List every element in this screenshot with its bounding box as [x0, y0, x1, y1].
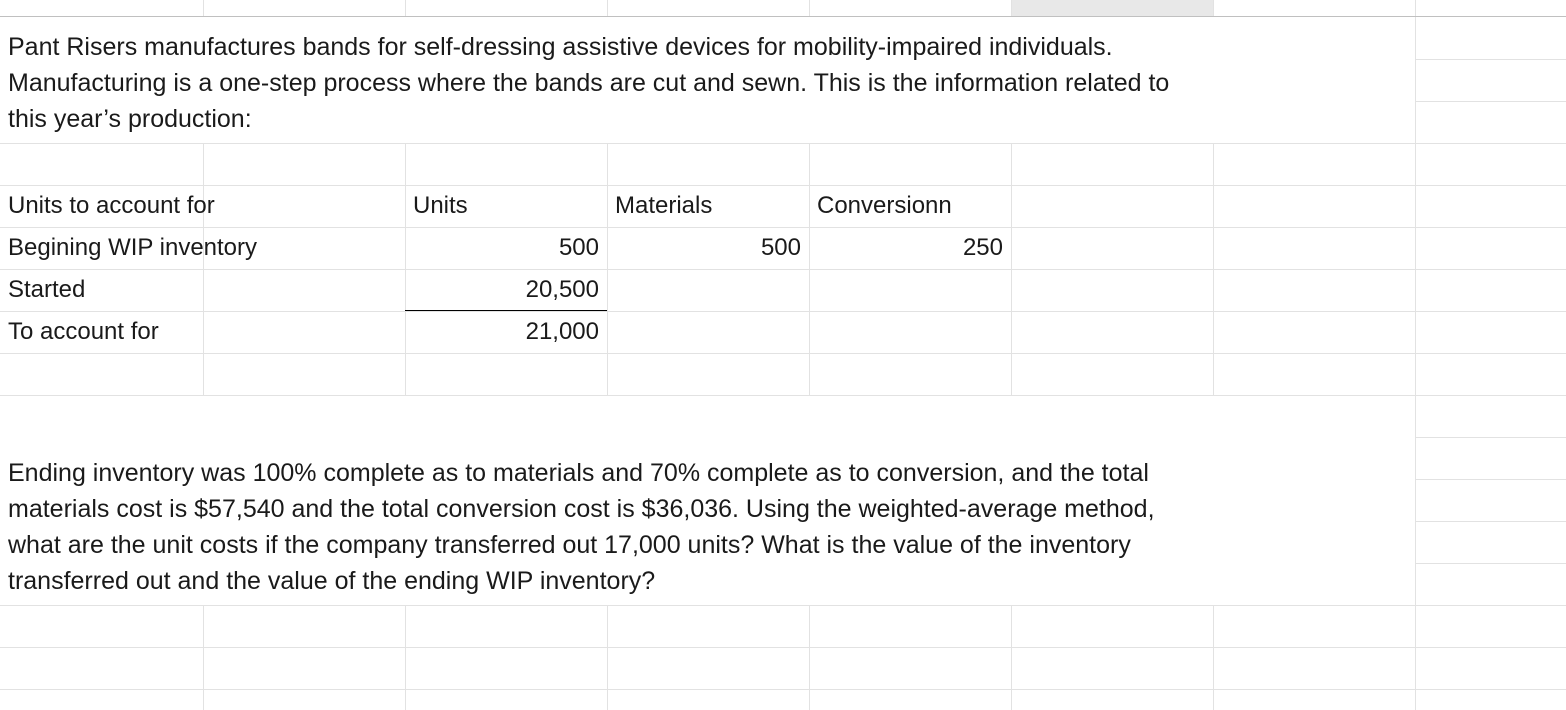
- header-units-to-account-for[interactable]: Units to account for: [8, 192, 215, 219]
- column-header-separator: [203, 0, 204, 16]
- selected-column-header[interactable]: [1012, 0, 1213, 16]
- column-header-separator: [607, 0, 608, 16]
- column-header-separator: [809, 0, 810, 16]
- column-gridline: [405, 605, 406, 710]
- column-header-separator: [1011, 0, 1012, 16]
- column-header-separator: [405, 0, 406, 16]
- row-gridline: [0, 605, 1566, 606]
- header-conversion[interactable]: Conversionn: [817, 192, 952, 219]
- row-label[interactable]: To account for: [8, 318, 159, 345]
- column-header-divider: [0, 16, 1566, 17]
- question-line: materials cost is $57,540 and the total conversion cost is $36,036. Using the weighted-average method,: [8, 495, 1155, 523]
- row-gridline: [0, 647, 1566, 648]
- row-gridline: [0, 143, 1566, 144]
- header-materials[interactable]: Materials: [615, 192, 713, 219]
- intro-line: Manufacturing is a one-step process where the bands are cut and sewn. This is the information related to: [8, 69, 1170, 97]
- column-gridline: [1415, 17, 1416, 605]
- row-gridline: [0, 689, 1566, 690]
- row-gridline: [0, 311, 1566, 312]
- row-gridline: [1415, 437, 1566, 438]
- header-units[interactable]: Units: [413, 192, 468, 219]
- column-gridline: [1213, 605, 1214, 710]
- row-units[interactable]: 21,000: [525, 318, 599, 345]
- row-gridline: [0, 395, 1566, 396]
- row-gridline: [1415, 479, 1566, 480]
- row-gridline: [0, 269, 1566, 270]
- row-label[interactable]: Begining WIP inventory: [8, 234, 258, 261]
- row-units[interactable]: 500: [558, 234, 599, 261]
- row-units[interactable]: 20,500: [525, 276, 599, 303]
- column-gridline: [1415, 605, 1416, 710]
- column-gridline: [809, 605, 810, 710]
- row-gridline: [1415, 521, 1566, 522]
- row-label[interactable]: Started: [8, 276, 86, 303]
- column-gridline: [203, 605, 204, 710]
- column-gridline: [1011, 143, 1012, 395]
- row-gridline: [0, 353, 1566, 354]
- column-header-bar[interactable]: [0, 0, 1566, 16]
- column-header-separator: [1213, 0, 1214, 16]
- question-line: what are the unit costs if the company transferred out 17,000 units? What is the value of the inventory: [8, 531, 1131, 559]
- row-gridline: [1415, 59, 1566, 60]
- row-gridline: [1415, 563, 1566, 564]
- question-line: Ending inventory was 100% complete as to materials and 70% complete as to conversion, and the total: [8, 459, 1149, 487]
- column-gridline: [1213, 143, 1214, 395]
- column-gridline: [203, 143, 204, 395]
- row-gridline: [1415, 101, 1566, 102]
- row-conversion[interactable]: 250: [962, 234, 1003, 261]
- question-line: transferred out and the value of the ending WIP inventory?: [8, 567, 656, 595]
- column-gridline: [809, 143, 810, 395]
- column-gridline: [607, 605, 608, 710]
- intro-line: this year’s production:: [8, 105, 252, 133]
- column-gridline: [1011, 605, 1012, 710]
- column-header-separator: [1415, 0, 1416, 16]
- column-gridline: [607, 143, 608, 395]
- intro-line: Pant Risers manufactures bands for self-dressing assistive devices for mobility-impaired individuals.: [8, 33, 1113, 61]
- row-materials[interactable]: 500: [760, 234, 801, 261]
